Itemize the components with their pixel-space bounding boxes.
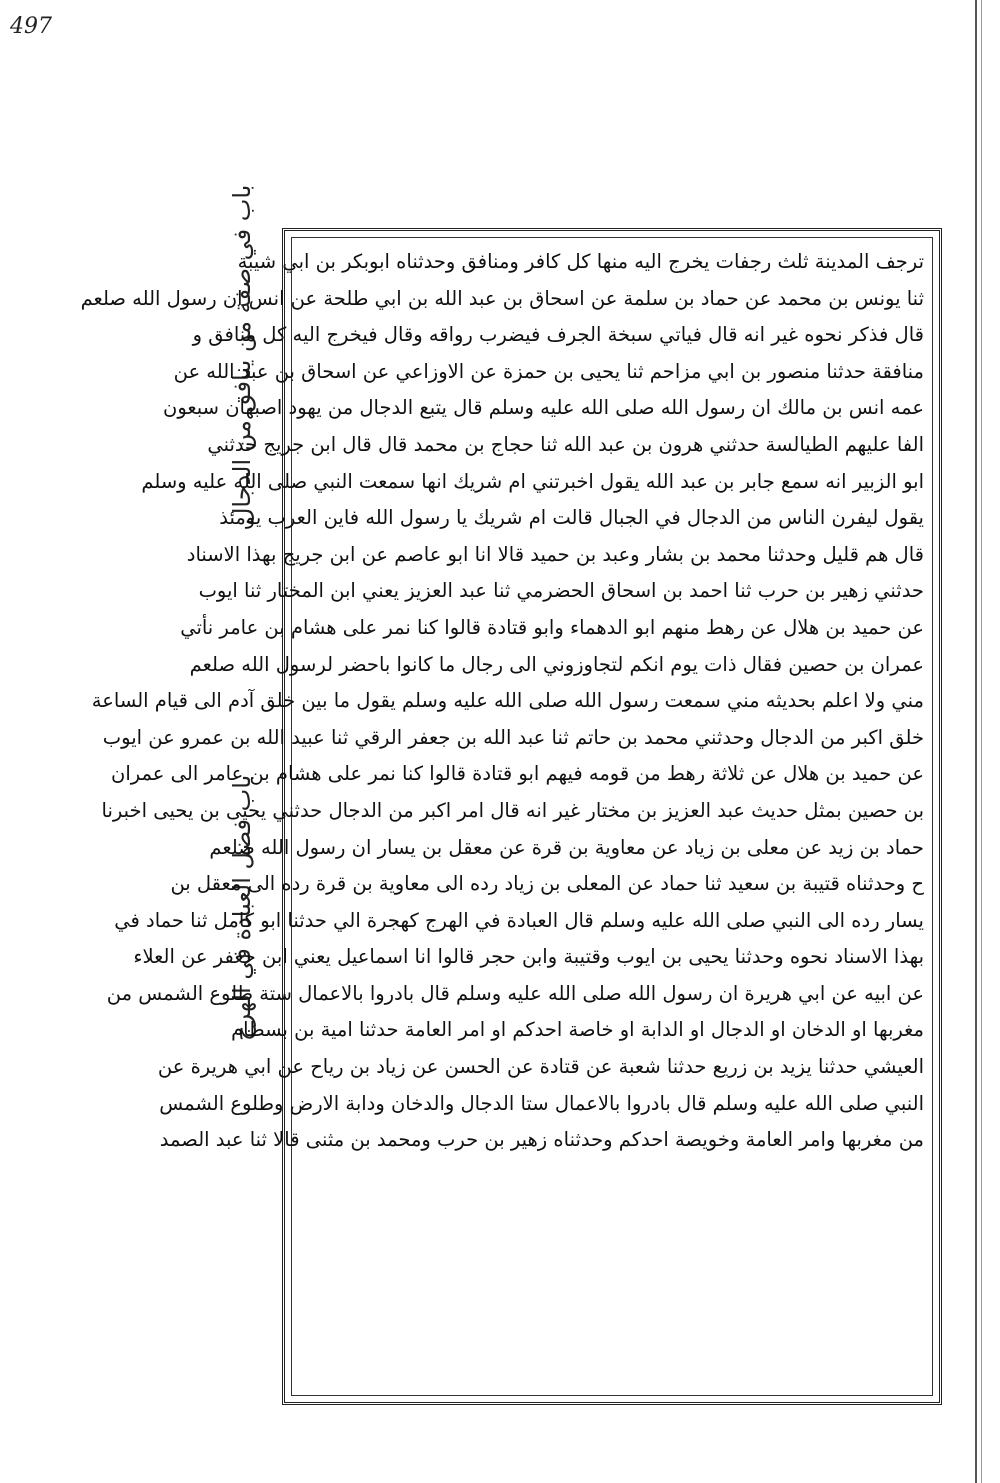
text-line: يسار رده الى النبي صلى الله عليه وسلم قال العبادة في الهرج كهجرة الي حدثنا ابو كامل ثنا حماد في [114, 908, 924, 932]
text-line: قال فذكر نحوه غير انه قال فياتي سبخة الجرف فيضرب رواقه وقال فيخرج اليه كل منافق و [192, 323, 924, 347]
margin-note: باب في صفة من ينافق من الدجال [228, 185, 256, 526]
text-line: يقول ليفرن الناس من الدجال في الجبال قالت ام شريك يا رسول الله فاين العرب يومئذ [219, 506, 924, 530]
text-line: قال هم قليل وحدثنا محمد بن بشار وعبد بن حميد قالا انا ابو عاصم عن ابن جريج بهذا الاسناد [186, 542, 924, 566]
text-line: الفا عليهم الطيالسة حدثني هرون بن عبد الله ثنا حجاج بن محمد قال قال ابن جريج حدثني [207, 432, 924, 456]
text-line: عن حميد بن هلال عن ثلاثة رهط من قومه فيهم ابو قتادة قالوا كنا نمر على هشام بن عامر الى عمران [111, 762, 924, 786]
text-line: من مغربها وامر العامة وخويصة احدكم وحدثناه زهير بن حرب ومحمد بن مثنى قالا ثنا عبد الصمد [159, 1128, 924, 1152]
text-line: ابو الزبير انه سمع جابر بن عبد الله يقول اخبرتني ام شريك انها سمعت النبي صلى الله عليه وسلم [141, 469, 924, 493]
text-line: العيشي حدثنا يزيد بن زريع حدثنا شعبة عن قتادة عن الحسن عن زياد بن رياح عن ابي هريرة عن [157, 1055, 924, 1079]
text-line: خلق اكبر من الدجال وحدثني محمد بن حاتم ثنا عبد الله بن جعفر الرقي ثنا عبيد الله بن عمرو عن ايوب [102, 725, 924, 749]
text-line: مني ولا اعلم بحديثه مني سمعت رسول الله صلى الله عليه وسلم يقول ما بين خلق آدم الى قيام الساعة [91, 689, 924, 713]
text-line: ثنا يونس بن محمد عن حماد بن سلمة عن اسحاق بن عبد الله بن ابي طلحة عن انس ان رسول الله صلعم [80, 286, 924, 310]
text-line: عن حميد بن هلال عن رهط منهم ابو الدهماء وابو قتادة قالوا كنا نمر على هشام بن عامر نأتي [180, 615, 924, 639]
gutter-line-secondary [981, 0, 982, 1483]
text-line: عمران بن حصين فقال ذات يوم انكم لتجاوزوني الى رجال ما كانوا باحضر لرسول الله صلعم [189, 652, 924, 676]
gutter-line [975, 0, 977, 1483]
text-line: منافقة حدثنا منصور بن ابي مزاحم ثنا يحيى بن حمزة عن الاوزاعي عن اسحاق بن عبد الله عن [173, 359, 924, 383]
page-number: 497 [10, 14, 52, 39]
text-line: حدثني زهير بن حرب ثنا احمد بن اسحاق الحضرمي ثنا عبد العزيز يعني ابن المختار ثنا ايوب [198, 579, 924, 603]
text-line: حماد بن زيد عن معلى بن زياد عن معاوية بن قرة عن معقل بن يسار ان رسول الله صلعم [209, 835, 924, 859]
text-line: عمه انس بن مالك ان رسول الله صلى الله عليه وسلم قال يتبع الدجال من يهود اصبهان سبعون [163, 396, 924, 420]
margin-note: باب فضل العبادة في الهرج [228, 775, 256, 1042]
text-line: ح وحدثناه قتيبة بن سعيد ثنا حماد عن المعلى بن زياد رده الى معاوية بن قرة رده الى معقل بن [170, 872, 924, 896]
text-line: ترجف المدينة ثلث رجفات يخرج اليه منها كل كافر ومنافق وحدثناه ابوبكر بن ابي شيبة [237, 250, 924, 273]
text-line: مغربها او الدخان او الدجال او الدابة او خاصة احدكم او امر العامة حدثنا امية بن بسطام [231, 1018, 924, 1042]
text-line: بن حصين بمثل حديث عبد العزيز بن مختار غير انه قال امر اكبر من الدجال حدثني يحيى بن يحيى اخبرنا [101, 798, 924, 822]
text-line: بهذا الاسناد نحوه وحدثنا يحيى بن ايوب وقتيبة وابن حجر قالوا انا اسماعيل يعني ابن جعفر عن العلاء [133, 945, 924, 969]
text-line: النبي صلى الله عليه وسلم قال بادروا بالاعمال ستا الدجال والدخان ودابة الارض وطلوع الشمس [159, 1091, 924, 1115]
text-line: عن ابيه عن ابي هريرة ان رسول الله صلى الله عليه وسلم قال بادروا بالاعمال ستة طلوع الشمس من [106, 981, 924, 1005]
